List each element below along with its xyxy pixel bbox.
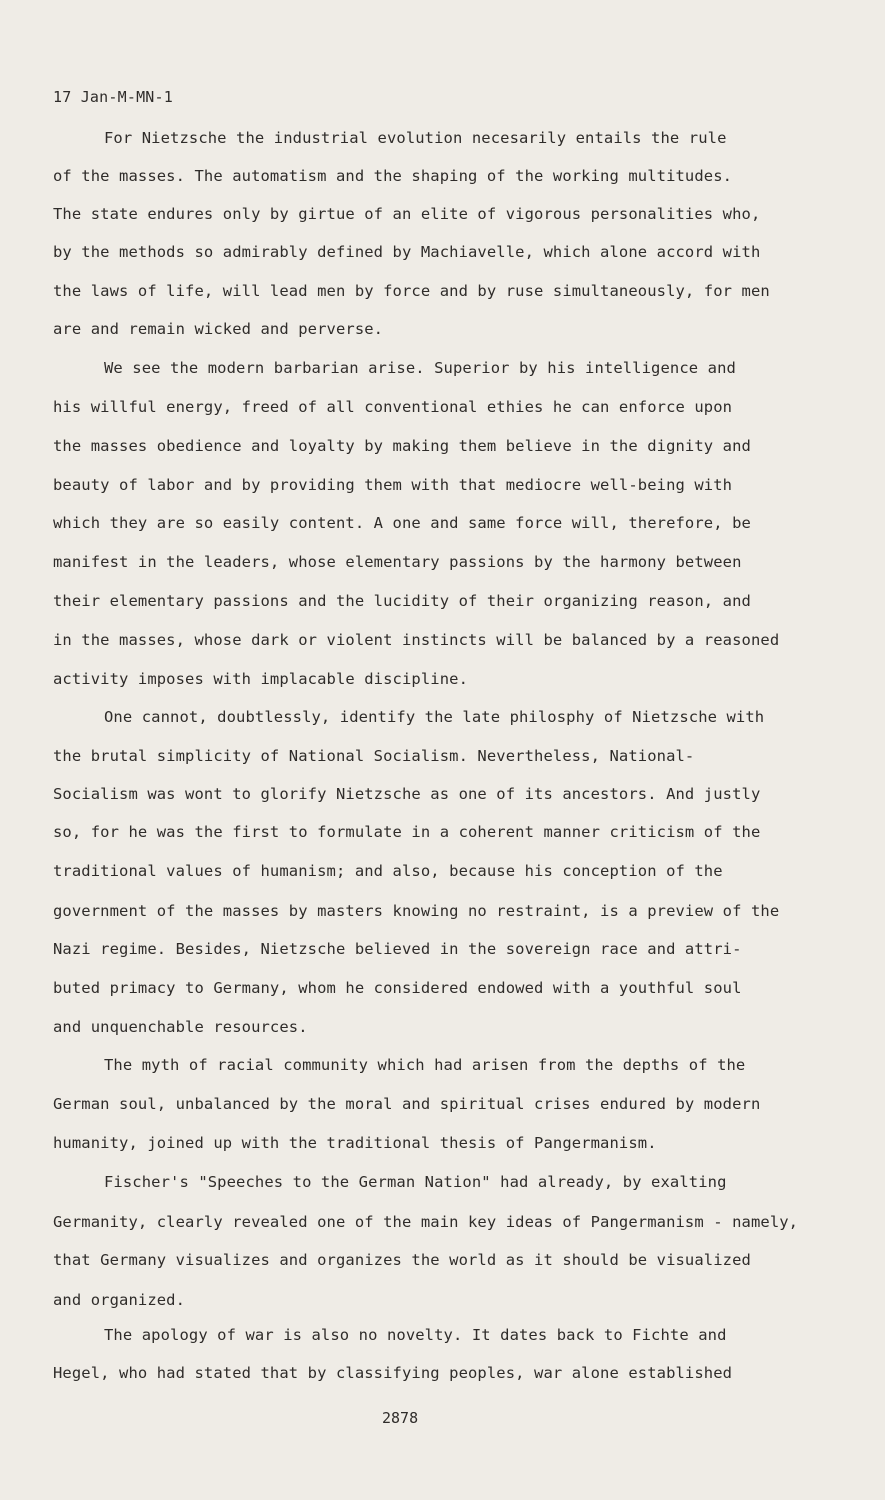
text-line: Germanity, clearly revealed one of the main key ideas of Pangermanism - namely, [53, 1213, 799, 1231]
text-line: buted primacy to Germany, whom he considered endowed with a youthful soul [53, 979, 742, 997]
page-number: 2878 [382, 1409, 419, 1427]
text-line: of the masses. The automatism and the shaping of the working multitudes. [53, 167, 733, 185]
text-line: so, for he was the first to formulate in a coherent manner criticism of the [53, 823, 761, 841]
text-line: and organized. [53, 1291, 186, 1309]
text-line: and unquenchable resources. [53, 1018, 308, 1036]
text-line: We see the modern barbarian arise. Superior by his intelligence and [104, 359, 736, 377]
text-line: that Germany visualizes and organizes the world as it should be visualized [53, 1251, 751, 1269]
text-line: For Nietzsche the industrial evolution necesarily entails the rule [104, 129, 727, 147]
text-line: Fischer's "Speeches to the German Nation" had already, by exalting [104, 1173, 727, 1191]
text-line: the laws of life, will lead men by force and by ruse simultaneously, for men [53, 282, 770, 300]
text-line: government of the masses by masters knowing no restraint, is a preview of the [53, 902, 780, 920]
text-line: his willful energy, freed of all conventional ethies he can enforce upon [53, 398, 733, 416]
text-line: Hegel, who had stated that by classifying peoples, war alone established [53, 1364, 733, 1382]
text-line: One cannot, doubtlessly, identify the late philosphy of Nietzsche with [104, 708, 765, 726]
text-line: humanity, joined up with the traditional thesis of Pangermanism. [53, 1134, 657, 1152]
text-line: The apology of war is also no novelty. It dates back to Fichte and [104, 1326, 727, 1344]
text-line: Socialism was wont to glorify Nietzsche as one of its ancestors. And justly [53, 785, 761, 803]
text-line: manifest in the leaders, whose elementary passions by the harmony between [53, 553, 742, 571]
text-line: The myth of racial community which had arisen from the depths of the [104, 1056, 746, 1074]
text-line: by the methods so admirably defined by Machiavelle, which alone accord with [53, 243, 761, 261]
document-reference-header: 17 Jan-M-MN-1 [53, 88, 173, 106]
text-line: the masses obedience and loyalty by making them believe in the dignity and [53, 437, 751, 455]
text-line: the brutal simplicity of National Socialism. Nevertheless, National- [53, 747, 695, 765]
text-line: in the masses, whose dark or violent instincts will be balanced by a reasoned [53, 631, 780, 649]
text-line: are and remain wicked and perverse. [53, 320, 384, 338]
text-line: Nazi regime. Besides, Nietzsche believed in the sovereign race and attri- [53, 940, 742, 958]
text-line: The state endures only by girtue of an elite of vigorous personalities who, [53, 205, 761, 223]
text-line: their elementary passions and the lucidity of their organizing reason, and [53, 592, 751, 610]
text-line: traditional values of humanism; and also, because his conception of the [53, 862, 723, 880]
text-line: activity imposes with implacable discipline. [53, 670, 468, 688]
text-line: beauty of labor and by providing them with that mediocre well-being with [53, 476, 733, 494]
text-line: which they are so easily content. A one and same force will, therefore, be [53, 514, 751, 532]
text-line: German soul, unbalanced by the moral and spiritual crises endured by modern [53, 1095, 761, 1113]
